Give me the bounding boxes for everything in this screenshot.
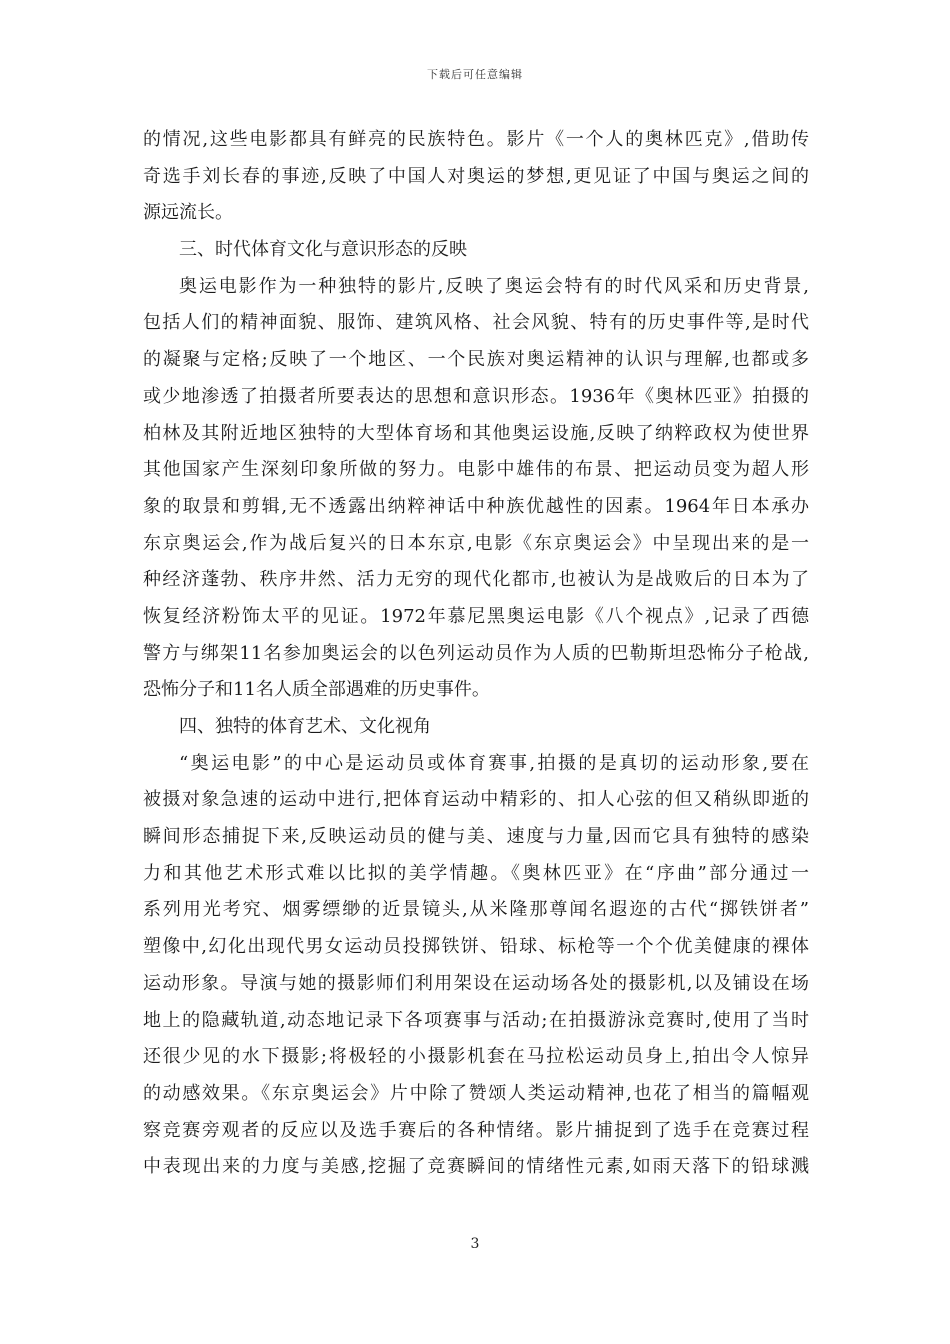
paragraph-line: 系列用光考究、烟雾缥缈的近景镜头,从米隆那尊闻名遐迩的古代“掷铁饼者”	[143, 899, 809, 921]
paragraph-line: 奇选手刘长春的事迹,反映了中国人对奥运的梦想,更见证了中国与奥运之间的	[143, 165, 809, 187]
paragraph-line: 力和其他艺术形式难以比拟的美学情趣。《奥林匹亚》在“序曲”部分通过一	[143, 862, 809, 884]
paragraph-line: 地上的隐藏轨道,动态地记录下各项赛事与活动;在拍摄游泳竞赛时,使用了当时	[143, 1009, 809, 1031]
paragraph-line: 察竞赛旁观者的反应以及选手赛后的各种情绪。影片捕捉到了选手在竞赛过程	[143, 1119, 809, 1141]
page-number: 3	[470, 1236, 480, 1252]
paragraph-line: 还很少见的水下摄影;将极轻的小摄影机套在马拉松运动员身上,拍出令人惊异	[143, 1046, 809, 1068]
paragraph-line: 东京奥运会,作为战后复兴的日本东京,电影《东京奥运会》中呈现出来的是一	[143, 532, 809, 554]
paragraph-line: 被摄对象急速的运动中进行,把体育运动中精彩的、扣人心弦的但又稍纵即逝的	[143, 789, 809, 811]
paragraph-line: 包括人们的精神面貌、服饰、建筑风格、社会风貌、特有的历史事件等,是时代	[143, 312, 809, 334]
page-header: 下载后可任意编辑	[427, 68, 523, 81]
paragraph-line: 运动形象。导演与她的摄影师们利用架设在运动场各处的摄影机,以及铺设在场	[143, 972, 809, 994]
paragraph-line: 源远流长。	[143, 202, 233, 224]
paragraph-line: 的动感效果。《东京奥运会》片中除了赞颂人类运动精神,也花了相当的篇幅观	[143, 1082, 809, 1104]
paragraph-line: “奥运电影”的中心是运动员或体育赛事,拍摄的是真切的运动形象,要在	[179, 752, 809, 774]
paragraph-line: 警方与绑架11名参加奥运会的以色列运动员作为人质的巴勒斯坦恐怖分子枪战,	[143, 642, 809, 664]
paragraph-line: 奥运电影作为一种独特的影片,反映了奥运会特有的时代风采和历史背景,	[179, 275, 809, 297]
paragraph-line: 的凝聚与定格;反映了一个地区、一个民族对奥运精神的认识与理解,也都或多	[143, 349, 809, 371]
paragraph-line: 中表现出来的力度与美感,挖掘了竞赛瞬间的情绪性元素,如雨天落下的铅球溅	[143, 1156, 809, 1178]
paragraph-line: 恢复经济粉饰太平的见证。1972年慕尼黑奥运电影《八个视点》,记录了西德	[143, 605, 809, 627]
paragraph-line: 塑像中,幻化出现代男女运动员投掷铁饼、铅球、标枪等一个个优美健康的裸体	[143, 936, 809, 958]
document-body	[143, 122, 809, 1186]
section-heading: 四、独特的体育艺术、文化视角	[179, 716, 431, 737]
paragraph-line: 其他国家产生深刻印象所做的努力。电影中雄伟的布景、把运动员变为超人形	[143, 459, 809, 481]
paragraph-line: 的情况,这些电影都具有鲜亮的民族特色。影片《一个人的奥林匹克》,借助传	[143, 129, 809, 150]
section-heading: 三、时代体育文化与意识形态的反映	[179, 239, 467, 261]
paragraph-line: 象的取景和剪辑,无不透露出纳粹神话中种族优越性的因素。1964年日本承办	[143, 495, 809, 517]
paragraph-line: 或少地渗透了拍摄者所要表达的思想和意识形态。1936年《奥林匹亚》拍摄的	[143, 385, 809, 407]
paragraph-line: 柏林及其附近地区独特的大型体育场和其他奥运设施,反映了纳粹政权为使世界	[143, 422, 809, 444]
paragraph-line: 恐怖分子和11名人质全部遇难的历史事件。	[143, 679, 490, 701]
paragraph-line: 种经济蓬勃、秩序井然、活力无穷的现代化都市,也被认为是战败后的日本为了	[143, 569, 809, 591]
paragraph-line: 瞬间形态捕捉下来,反映运动员的健与美、速度与力量,因而它具有独特的感染	[143, 826, 809, 848]
